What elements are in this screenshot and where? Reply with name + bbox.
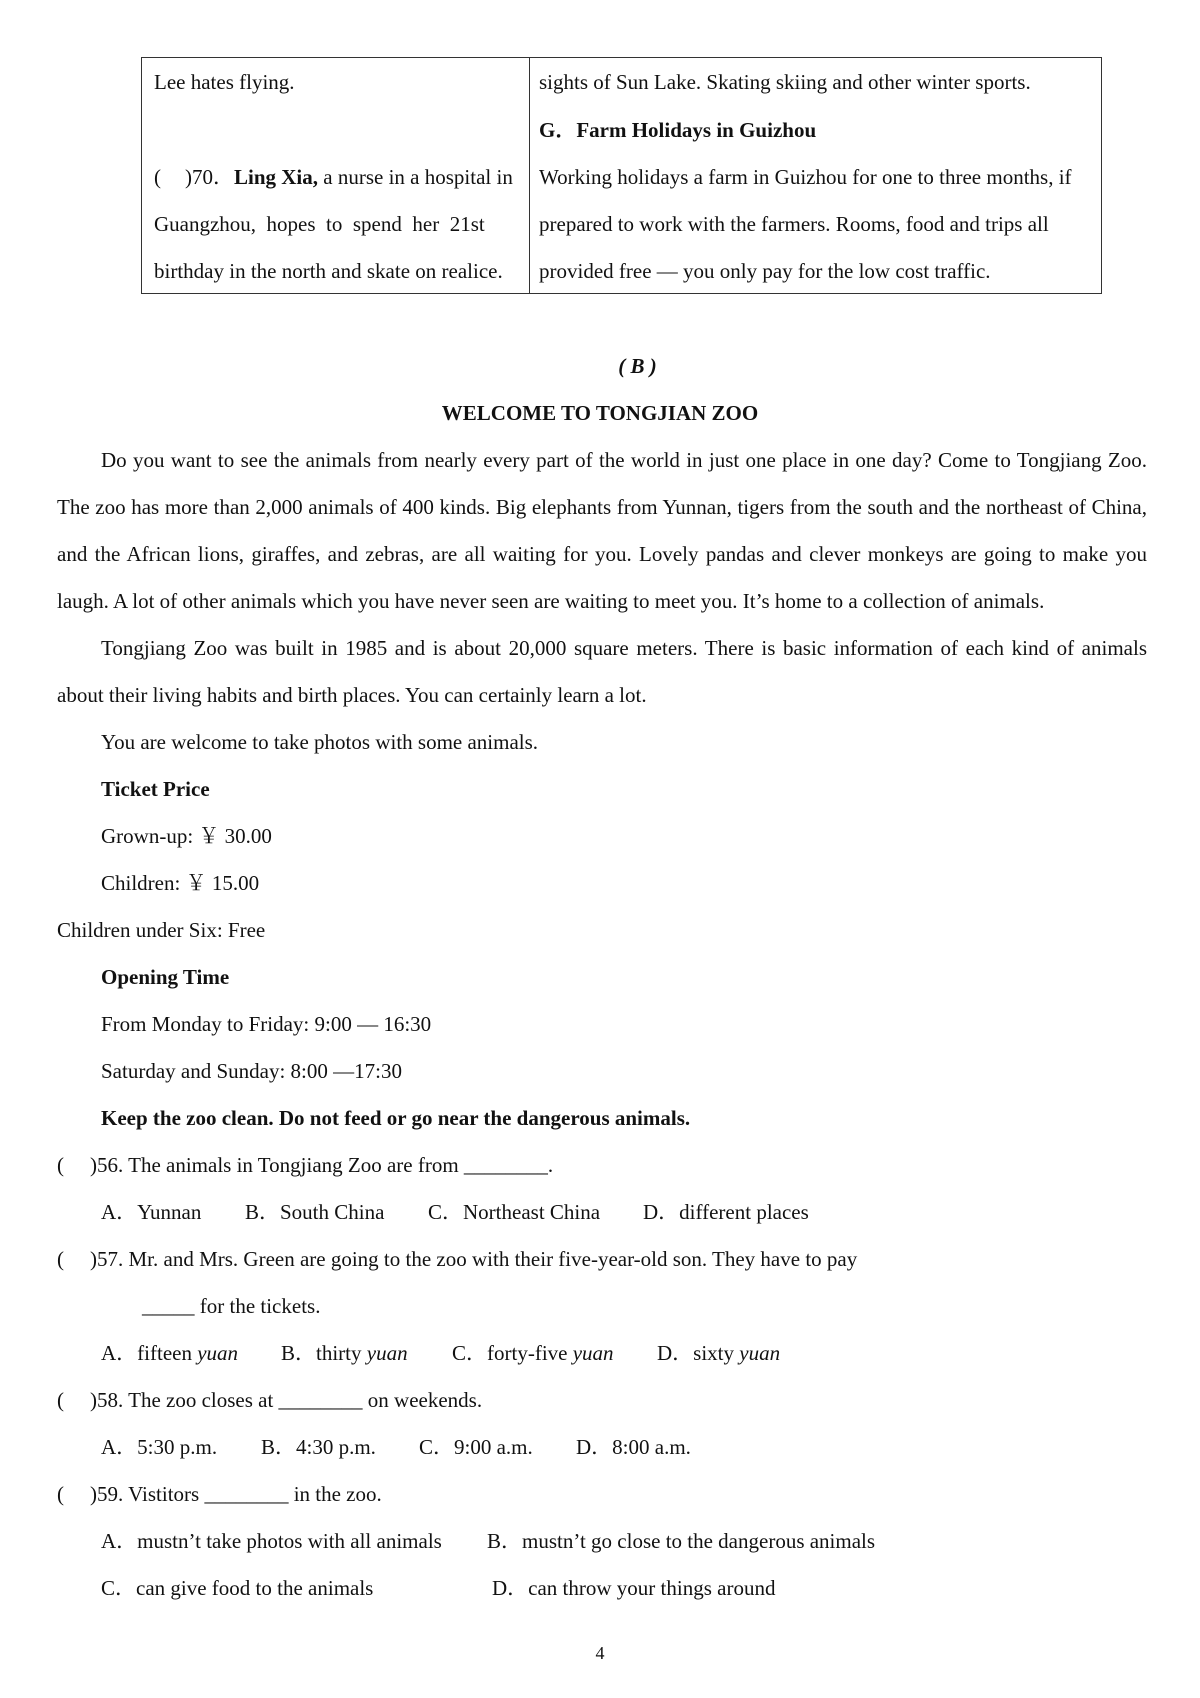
option-c: C．forty-five bbox=[452, 1341, 568, 1365]
option-d: D．8:00 a.m. bbox=[576, 1435, 691, 1459]
question-stem: )57. Mr. and Mrs. Green are going to the zoo with their five-year-old son. They have to pay bbox=[90, 1247, 858, 1271]
person-name: Ling Xia, bbox=[234, 165, 319, 189]
left-line-3: Guangzhou, hopes to spend her 21st bbox=[154, 212, 485, 236]
option-d: D．sixty bbox=[657, 1341, 735, 1365]
option-d: D．different places bbox=[643, 1200, 809, 1224]
answer-paren: ( bbox=[57, 1482, 64, 1506]
right-line-5: provided free — you only pay for the low cost traffic. bbox=[539, 259, 991, 283]
q59-options-ab bbox=[101, 1529, 875, 1553]
question-70 bbox=[154, 165, 513, 189]
opening-heading: Opening Time bbox=[101, 965, 230, 989]
para1-line-2: The zoo has more than 2,000 animals of 400 kinds. Big elephants from Yunnan, tigers from the south and the northeast of China, bbox=[57, 495, 1147, 519]
question-stem: )56. The animals in Tongjiang Zoo are from ________. bbox=[90, 1153, 554, 1177]
option-a: A．5:30 p.m. bbox=[101, 1435, 218, 1459]
left-line-1: Lee hates flying. bbox=[154, 70, 295, 94]
zoo-notice: Keep the zoo clean. Do not feed or go near the dangerous animals. bbox=[101, 1106, 691, 1130]
para2-line-2: about their living habits and birth places. You can certainly learn a lot. bbox=[57, 683, 647, 707]
passage-title: WELCOME TO TONGJIAN ZOO bbox=[441, 401, 759, 425]
table-right-column bbox=[529, 58, 1101, 293]
option-c: C．Northeast China bbox=[428, 1200, 601, 1224]
answer-paren: ( bbox=[57, 1153, 64, 1177]
question-number: )70． bbox=[185, 165, 234, 189]
para1-line-3: and the African lions, giraffes, and zebras, are all waiting for you. Lovely pandas and clever monkeys are going to make you bbox=[57, 542, 1147, 566]
page-number: 4 bbox=[595, 1643, 605, 1663]
option-b: B．4:30 p.m. bbox=[261, 1435, 376, 1459]
ticket-under-six: Children under Six: Free bbox=[57, 918, 266, 942]
opening-weekend: Saturday and Sunday: 8:00 —17:30 bbox=[101, 1059, 402, 1083]
question-57-stem-2: _____ for the tickets. bbox=[142, 1294, 321, 1318]
answer-paren: ( bbox=[154, 165, 161, 189]
option-c: C．9:00 a.m. bbox=[419, 1435, 533, 1459]
question-57 bbox=[57, 1247, 857, 1271]
ticket-children: Children: ￥ 15.00 bbox=[101, 871, 260, 895]
answer-paren: ( bbox=[57, 1388, 64, 1412]
right-line-1: sights of Sun Lake. Skating skiing and other winter sports. bbox=[539, 70, 1031, 94]
unit: yuan bbox=[739, 1341, 781, 1365]
option-b: B．thirty bbox=[281, 1341, 362, 1365]
para1-line-4: laugh. A lot of other animals which you have never seen are waiting to meet you. It’s home to a collection of animals. bbox=[57, 589, 1045, 613]
q57-options bbox=[101, 1341, 780, 1365]
option-b: B．mustn’t go close to the dangerous animals bbox=[487, 1529, 876, 1553]
para2-line-1: Tongjiang Zoo was built in 1985 and is about 20,000 square meters. There is basic information of each kind of animals bbox=[101, 636, 1147, 660]
question-56 bbox=[57, 1153, 553, 1177]
unit: yuan bbox=[197, 1341, 239, 1365]
q56-options bbox=[101, 1200, 809, 1224]
para1-line-1: Do you want to see the animals from nearly every part of the world in just one place in one day? Come to Tongjiang Zoo. bbox=[101, 448, 1147, 472]
question-stem: )59. Vistitors ________ in the zoo. bbox=[90, 1482, 382, 1506]
opening-weekday: From Monday to Friday: 9:00 — 16:30 bbox=[101, 1012, 432, 1036]
question-59 bbox=[57, 1482, 382, 1506]
option-d: D．can throw your things around bbox=[492, 1576, 776, 1600]
question-stem: )58. The zoo closes at ________ on weekends. bbox=[90, 1388, 483, 1412]
ticket-grown-up: Grown-up: ￥ 30.00 bbox=[101, 824, 272, 848]
matching-table bbox=[141, 57, 1102, 294]
option-a: A．Yunnan bbox=[101, 1200, 202, 1224]
option-b: B．South China bbox=[245, 1200, 385, 1224]
section-label: ( B ) bbox=[618, 354, 657, 378]
option-a: A．fifteen bbox=[101, 1341, 192, 1365]
question-text: a nurse in a hospital in bbox=[318, 165, 513, 189]
right-line-3: Working holidays a farm in Guizhou for one to three months, if bbox=[539, 165, 1072, 189]
ticket-heading: Ticket Price bbox=[101, 777, 210, 801]
para3: You are welcome to take photos with some animals. bbox=[101, 730, 539, 754]
right-line-4: prepared to work with the farmers. Rooms, food and trips all bbox=[539, 212, 1049, 236]
answer-paren: ( bbox=[57, 1247, 64, 1271]
left-line-4: birthday in the north and skate on realice. bbox=[154, 259, 503, 283]
unit: yuan bbox=[572, 1341, 614, 1365]
option-c: C．can give food to the animals bbox=[101, 1576, 374, 1600]
option-g-title: G．Farm Holidays in Guizhou bbox=[539, 118, 817, 142]
question-58 bbox=[57, 1388, 482, 1412]
unit: yuan bbox=[366, 1341, 408, 1365]
option-a: A．mustn’t take photos with all animals bbox=[101, 1529, 442, 1553]
q59-options-cd bbox=[101, 1576, 775, 1600]
q58-options bbox=[101, 1435, 691, 1459]
